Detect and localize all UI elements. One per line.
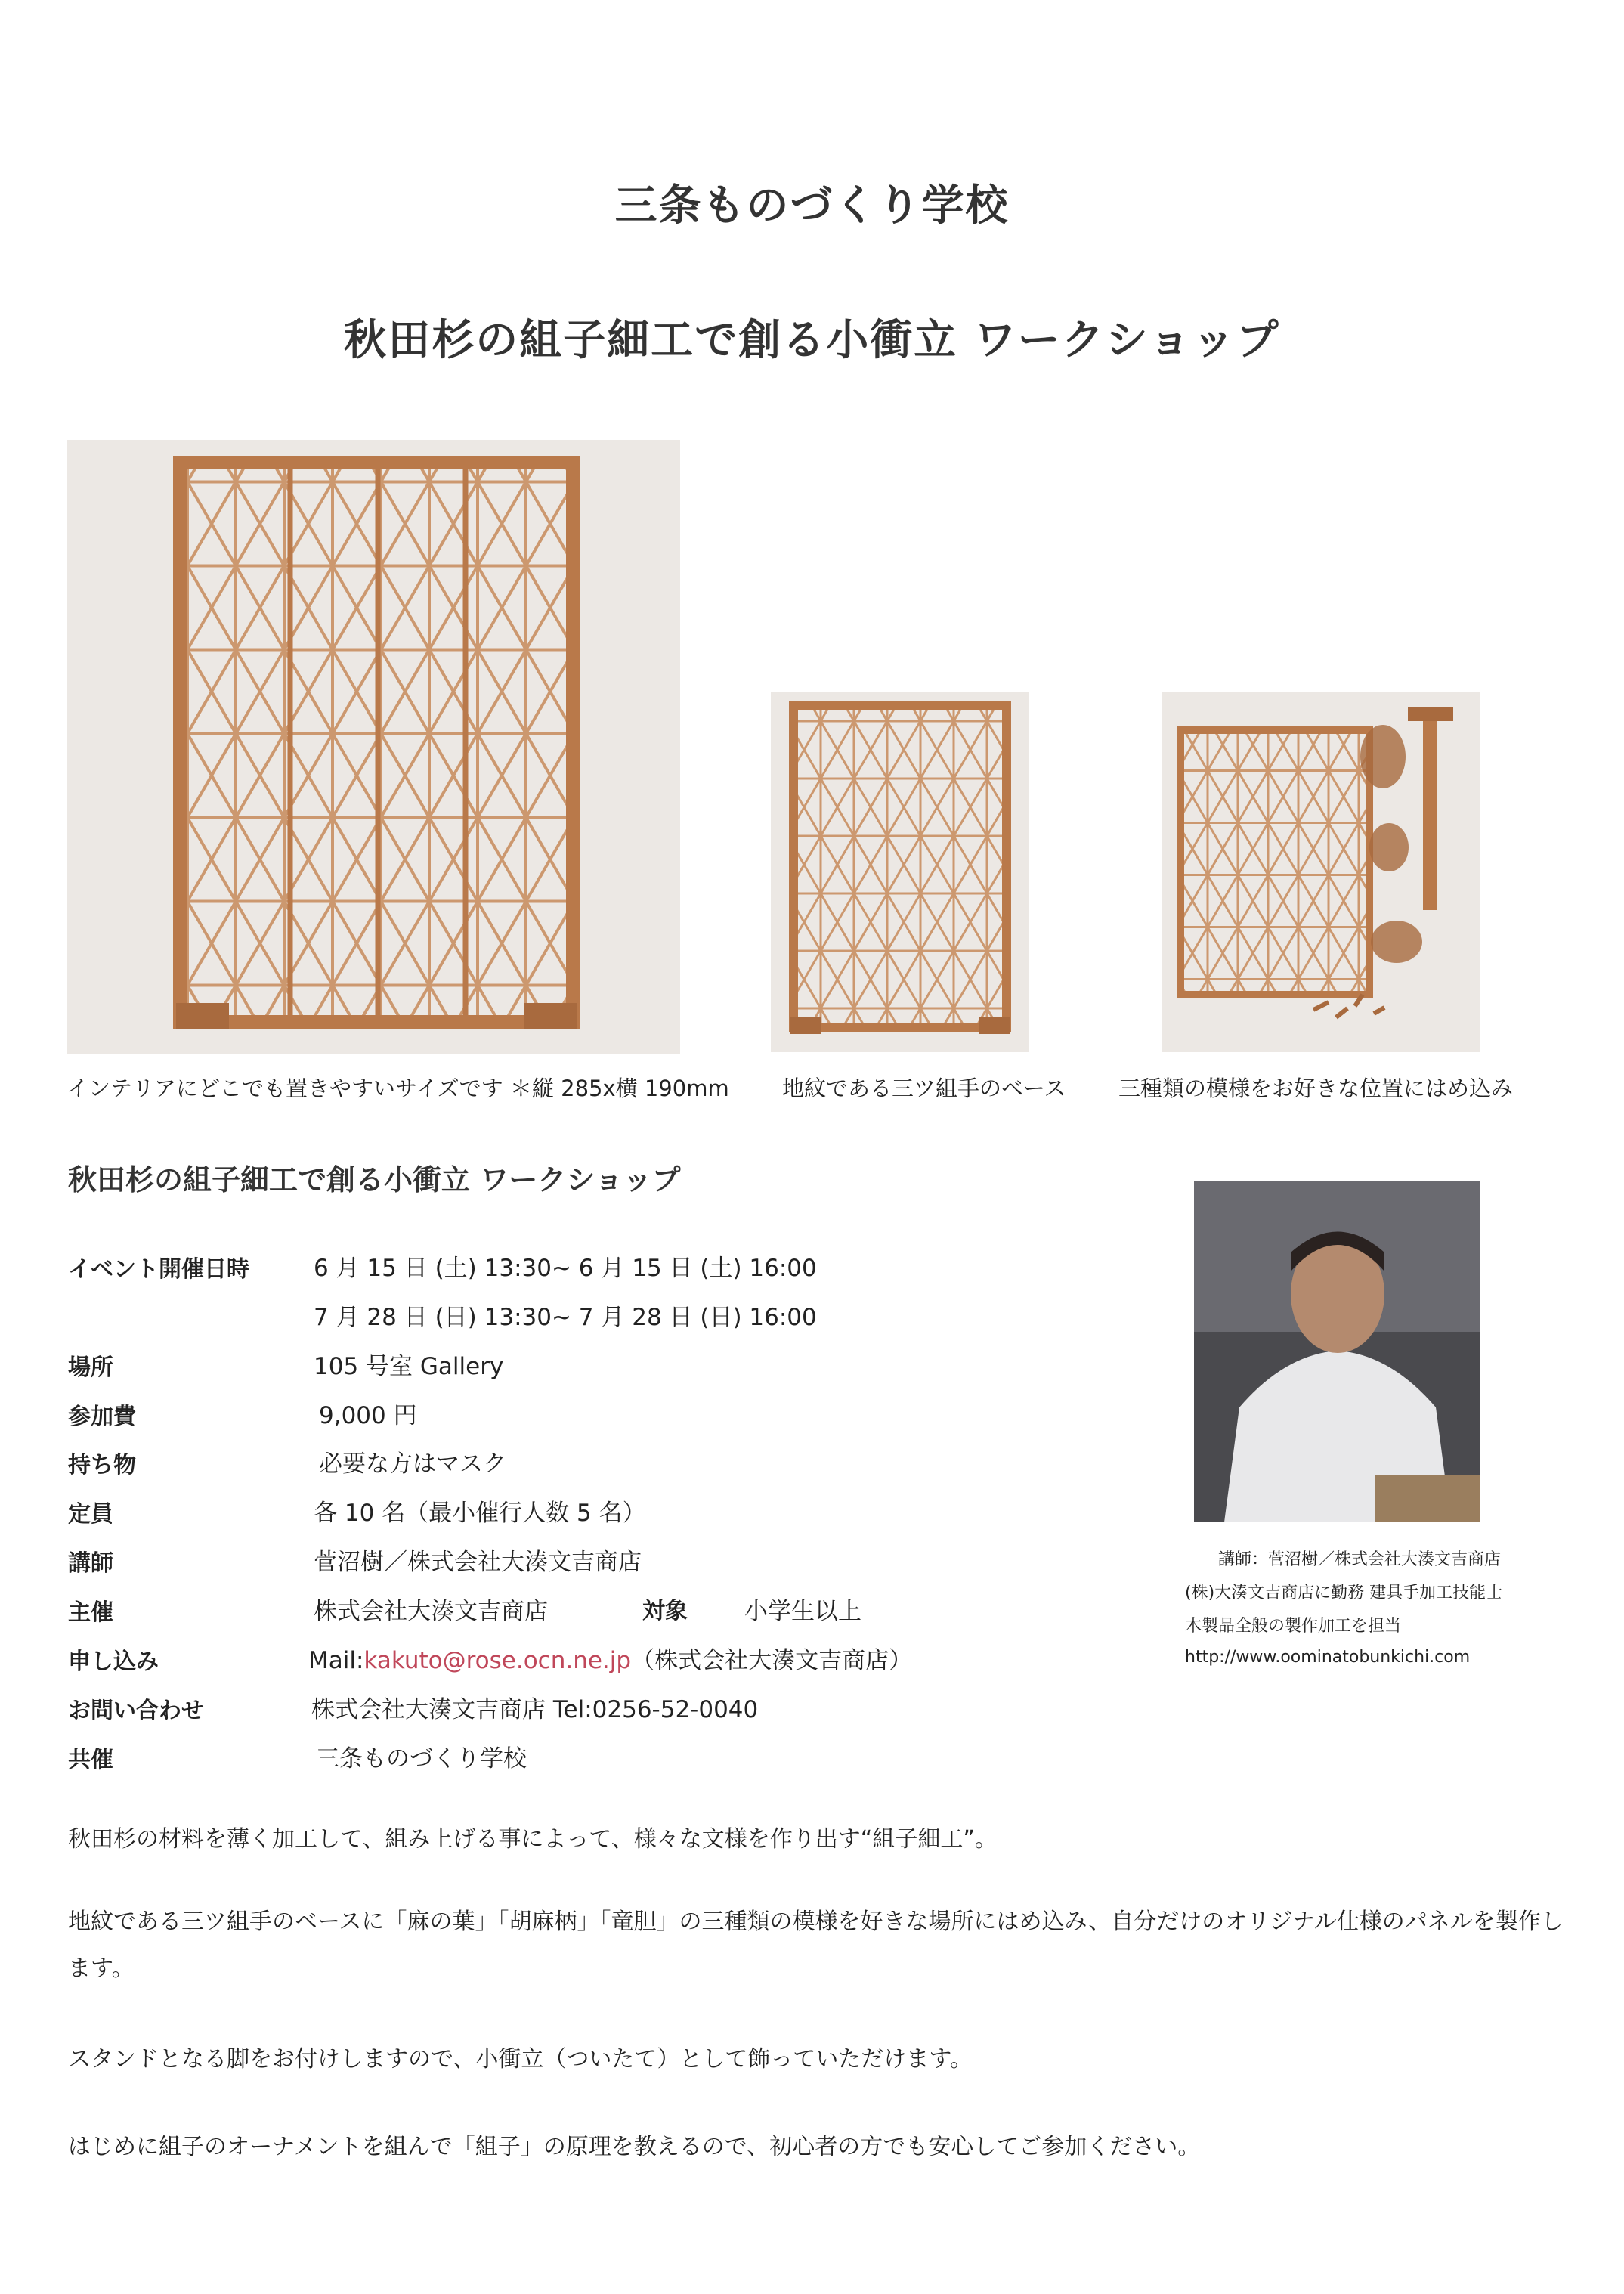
body-paragraph-3: スタンドとなる脚をお付けしますので、小衝立（ついたて）として飾っていただけます。 [68, 2046, 973, 2073]
page-title: 秋田杉の組子細工で創る小衝立 ワークショップ [344, 316, 1280, 365]
body-paragraph-4: はじめに組子のオーナメントを組んで「組子」の原理を教えるので、初心者の方でも安心してご参加ください。 [68, 2134, 1201, 2160]
place-value: 105 号室 Gallery [314, 1353, 504, 1380]
section-title: 秋田杉の組子細工で創る小衝立 ワークショップ [68, 1163, 681, 1197]
date-value-2: 7 月 28 日 (日) 13:30~ 7 月 28 日 (日) 16:00 [314, 1304, 817, 1331]
large-screen-photo [67, 440, 680, 1054]
lecturer-photo [1194, 1181, 1480, 1522]
lecturer-role: 木製品全般の製作加工を担当 [1185, 1617, 1402, 1636]
apply-prefix: Mail: [308, 1647, 364, 1674]
target-value: 小学生以上 [744, 1598, 861, 1625]
photo2-caption: 地紋である三ツ組手のベース [782, 1076, 1066, 1101]
bring-value: 必要な方はマスク [319, 1450, 506, 1478]
body-paragraph-2: 地紋である三ツ組手のベースに「麻の葉」「胡麻柄」「竜胆」の三種類の模様を好きな場所にはめ込み、自分だけのオリジナル仕様のパネルを製作します。 [68, 1909, 1564, 1982]
kit-parts-photo [1162, 692, 1480, 1052]
lecturer-name: 講師：菅沼樹／株式会社大湊文吉商店 [1218, 1550, 1502, 1569]
body-paragraph-1: 秋田杉の材料を薄く加工して、組み上げる事によって、様々な文様を作り出す“組子細工”。 [68, 1826, 998, 1853]
target-label: 対象 [642, 1598, 688, 1624]
capacity-label: 定員 [68, 1501, 113, 1528]
instructor-label: 講師 [68, 1550, 113, 1577]
apply-suffix: （株式会社大湊文吉商店） [631, 1647, 913, 1674]
bring-label: 持ち物 [68, 1452, 136, 1478]
school-title: 三条ものづくり学校 [614, 181, 1010, 231]
date-label: イベント開催日時 [68, 1256, 249, 1283]
contact-value: 株式会社大湊文吉商店 Tel:0256-52-0040 [311, 1696, 759, 1723]
photo3-caption: 三種類の模様をお好きな位置にはめ込み [1118, 1076, 1514, 1101]
fee-value: 9,000 円 [319, 1402, 417, 1429]
contact-label: お問い合わせ [68, 1698, 204, 1724]
organizer-label: 主催 [68, 1599, 113, 1626]
instructor-value: 菅沼樹／株式会社大湊文吉商店 [314, 1549, 642, 1576]
date-value-1: 6 月 15 日 (土) 13:30~ 6 月 15 日 (土) 16:00 [314, 1255, 817, 1282]
fee-label: 参加費 [68, 1404, 136, 1430]
base-screen-photo [771, 692, 1029, 1052]
cohost-label: 共催 [68, 1747, 113, 1773]
organizer-value: 株式会社大湊文吉商店 [314, 1598, 548, 1625]
capacity-value: 各 10 名（最小催行人数 5 名） [314, 1500, 646, 1527]
apply-label: 申し込み [68, 1649, 159, 1675]
apply-email-link[interactable]: kakuto@rose.ocn.ne.jp [363, 1647, 632, 1674]
photo1-caption: インテリアにどこでも置きやすいサイズです ＊縦 285x横 190mm [67, 1076, 729, 1101]
apply-value [308, 1641, 912, 1675]
lecturer-job: (株)大湊文吉商店に勤務 建具手加工技能士 [1185, 1584, 1503, 1602]
cohost-value: 三条ものづくり学校 [316, 1745, 527, 1772]
place-label: 場所 [68, 1354, 113, 1381]
lecturer-url-link[interactable]: http://www.oominatobunkichi.com [1185, 1648, 1471, 1667]
